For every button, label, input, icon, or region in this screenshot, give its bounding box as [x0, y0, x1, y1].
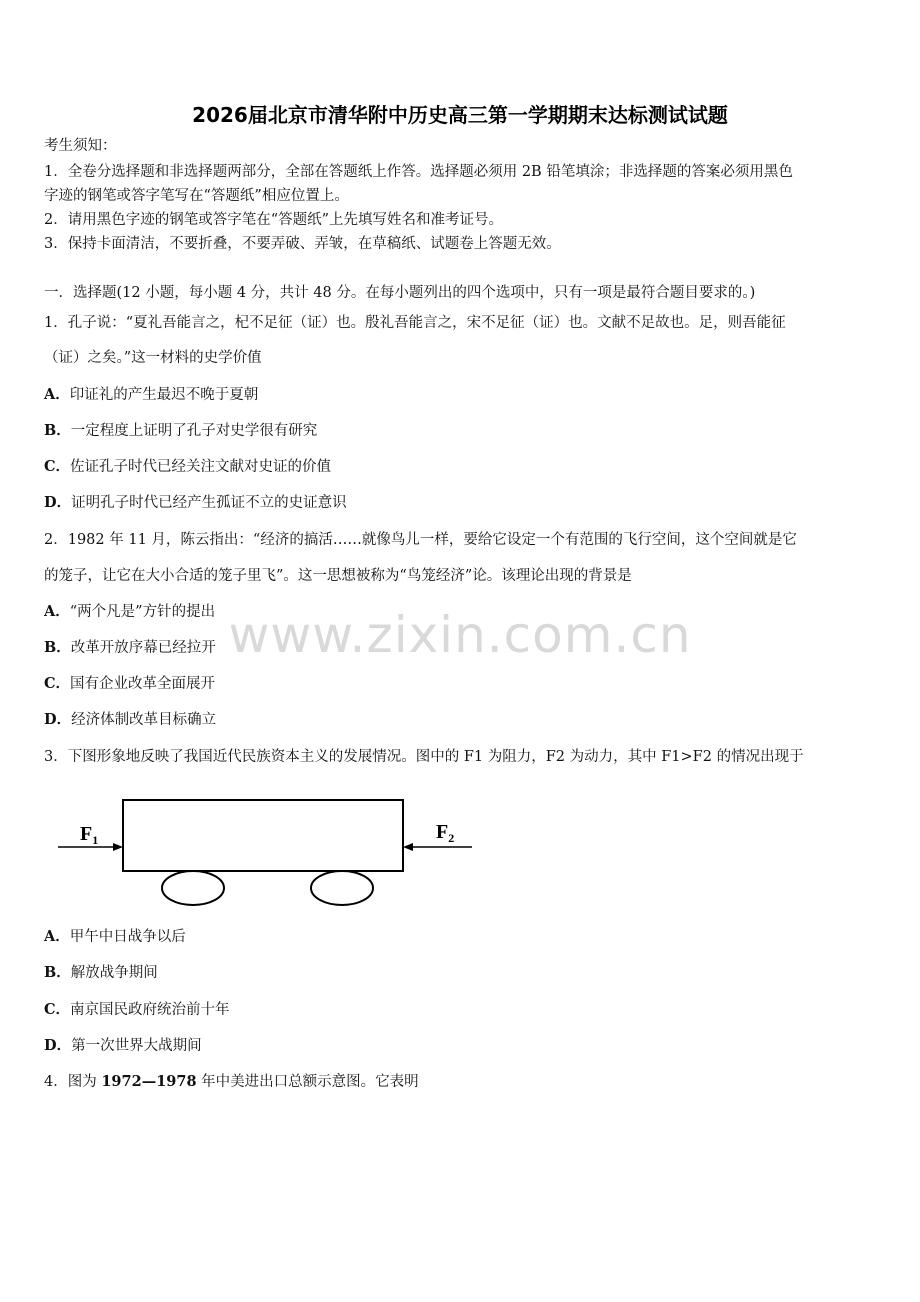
question-number: 3．: [44, 749, 68, 765]
notice-line-2: 2．请用黑色字迹的钢笔或答字笔在“答题纸”上先填写姓名和准考证号。: [44, 212, 504, 228]
question-3-option-b: B．解放战争期间: [44, 964, 158, 981]
question-3-stem: 3．下图形象地反映了我国近代民族资本主义的发展情况。图中的 F1 为阻力，F2 为动力，其中 F1>F2 的情况出现于: [44, 749, 804, 765]
question-4-stem: 4．图为 1972—1978 年中美进出口总额示意图。它表明: [44, 1073, 419, 1090]
question-2-option-d: D．经济体制改革目标确立: [44, 711, 217, 728]
question-1-option-b: B．一定程度上证明了孔子对史学很有研究: [44, 422, 318, 439]
question-number: 4．: [44, 1074, 68, 1090]
question-1-option-a: A．印证礼的产生最迟不晚于夏朝: [44, 386, 259, 403]
label-f1: $F_1$: [80, 823, 99, 847]
label-f2: $F_2$: [436, 821, 455, 845]
arrow-f1-head: [113, 843, 123, 851]
question-number: 1．: [44, 315, 68, 331]
section-heading: 一．选择题(12 小题，每小题 4 分，共计 48 分。在每小题列出的四个选项中，只有一项是最符合题目要求的。): [44, 285, 756, 301]
question-2-option-a: A．“两个凡是”方针的提出: [44, 603, 216, 620]
question-2-option-c: C．国有企业改革全面展开: [44, 675, 216, 692]
question-2-option-b: B．改革开放序幕已经拉开: [44, 639, 216, 656]
watermark: www.zixin.com.cn: [228, 606, 692, 664]
cart-wheel-right: [311, 871, 373, 905]
question-3-option-c: C．南京国民政府统治前十年: [44, 1001, 230, 1018]
question-3-option-d: D．第一次世界大战期间: [44, 1037, 202, 1054]
cart-body: [123, 800, 403, 871]
force-cart-figure: [56, 796, 496, 910]
cart-wheel-left: [162, 871, 224, 905]
question-2-stem: 2．1982 年 11 月，陈云指出：“经济的搞活……就像鸟儿一样，要给它设定一个有范围的飞行空间，这个空间就是它: [44, 532, 797, 548]
question-1-stem-cont: （证）之矣。”这一材料的史学价值: [44, 350, 262, 366]
question-1-option-c: C．佐证孔子时代已经关注文献对史证的价值: [44, 458, 332, 475]
question-number: 2．: [44, 532, 68, 548]
question-3-option-a: A．甲午中日战争以后: [44, 928, 186, 945]
notice-line-1-cont: 字迹的钢笔或答字笔写在“答题纸”相应位置上。: [44, 188, 349, 204]
page-title: 2026届北京市清华附中历史高三第一学期期末达标测试试题: [192, 103, 728, 127]
notice-heading: 考生须知：: [44, 138, 117, 154]
question-1-stem: 1．孔子说：“夏礼吾能言之，杞不足征（证）也。殷礼吾能言之，宋不足征（证）也。文献不足故也。足，则吾能征: [44, 315, 786, 331]
question-2-stem-cont: 的笼子，让它在大小合适的笼子里飞”。这一思想被称为“鸟笼经济”论。该理论出现的背景是: [44, 568, 632, 584]
notice-line-3: 3．保持卡面清洁，不要折叠，不要弄破、弄皱，在草稿纸、试题卷上答题无效。: [44, 236, 561, 252]
question-1-option-d: D．证明孔子时代已经产生孤证不立的史证意识: [44, 494, 347, 511]
notice-line-1: 1．全卷分选择题和非选择题两部分，全部在答题纸上作答。选择题必须用 2B 铅笔填涂；非选择题的答案必须用黑色: [44, 164, 793, 180]
arrow-f2-head: [403, 843, 413, 851]
